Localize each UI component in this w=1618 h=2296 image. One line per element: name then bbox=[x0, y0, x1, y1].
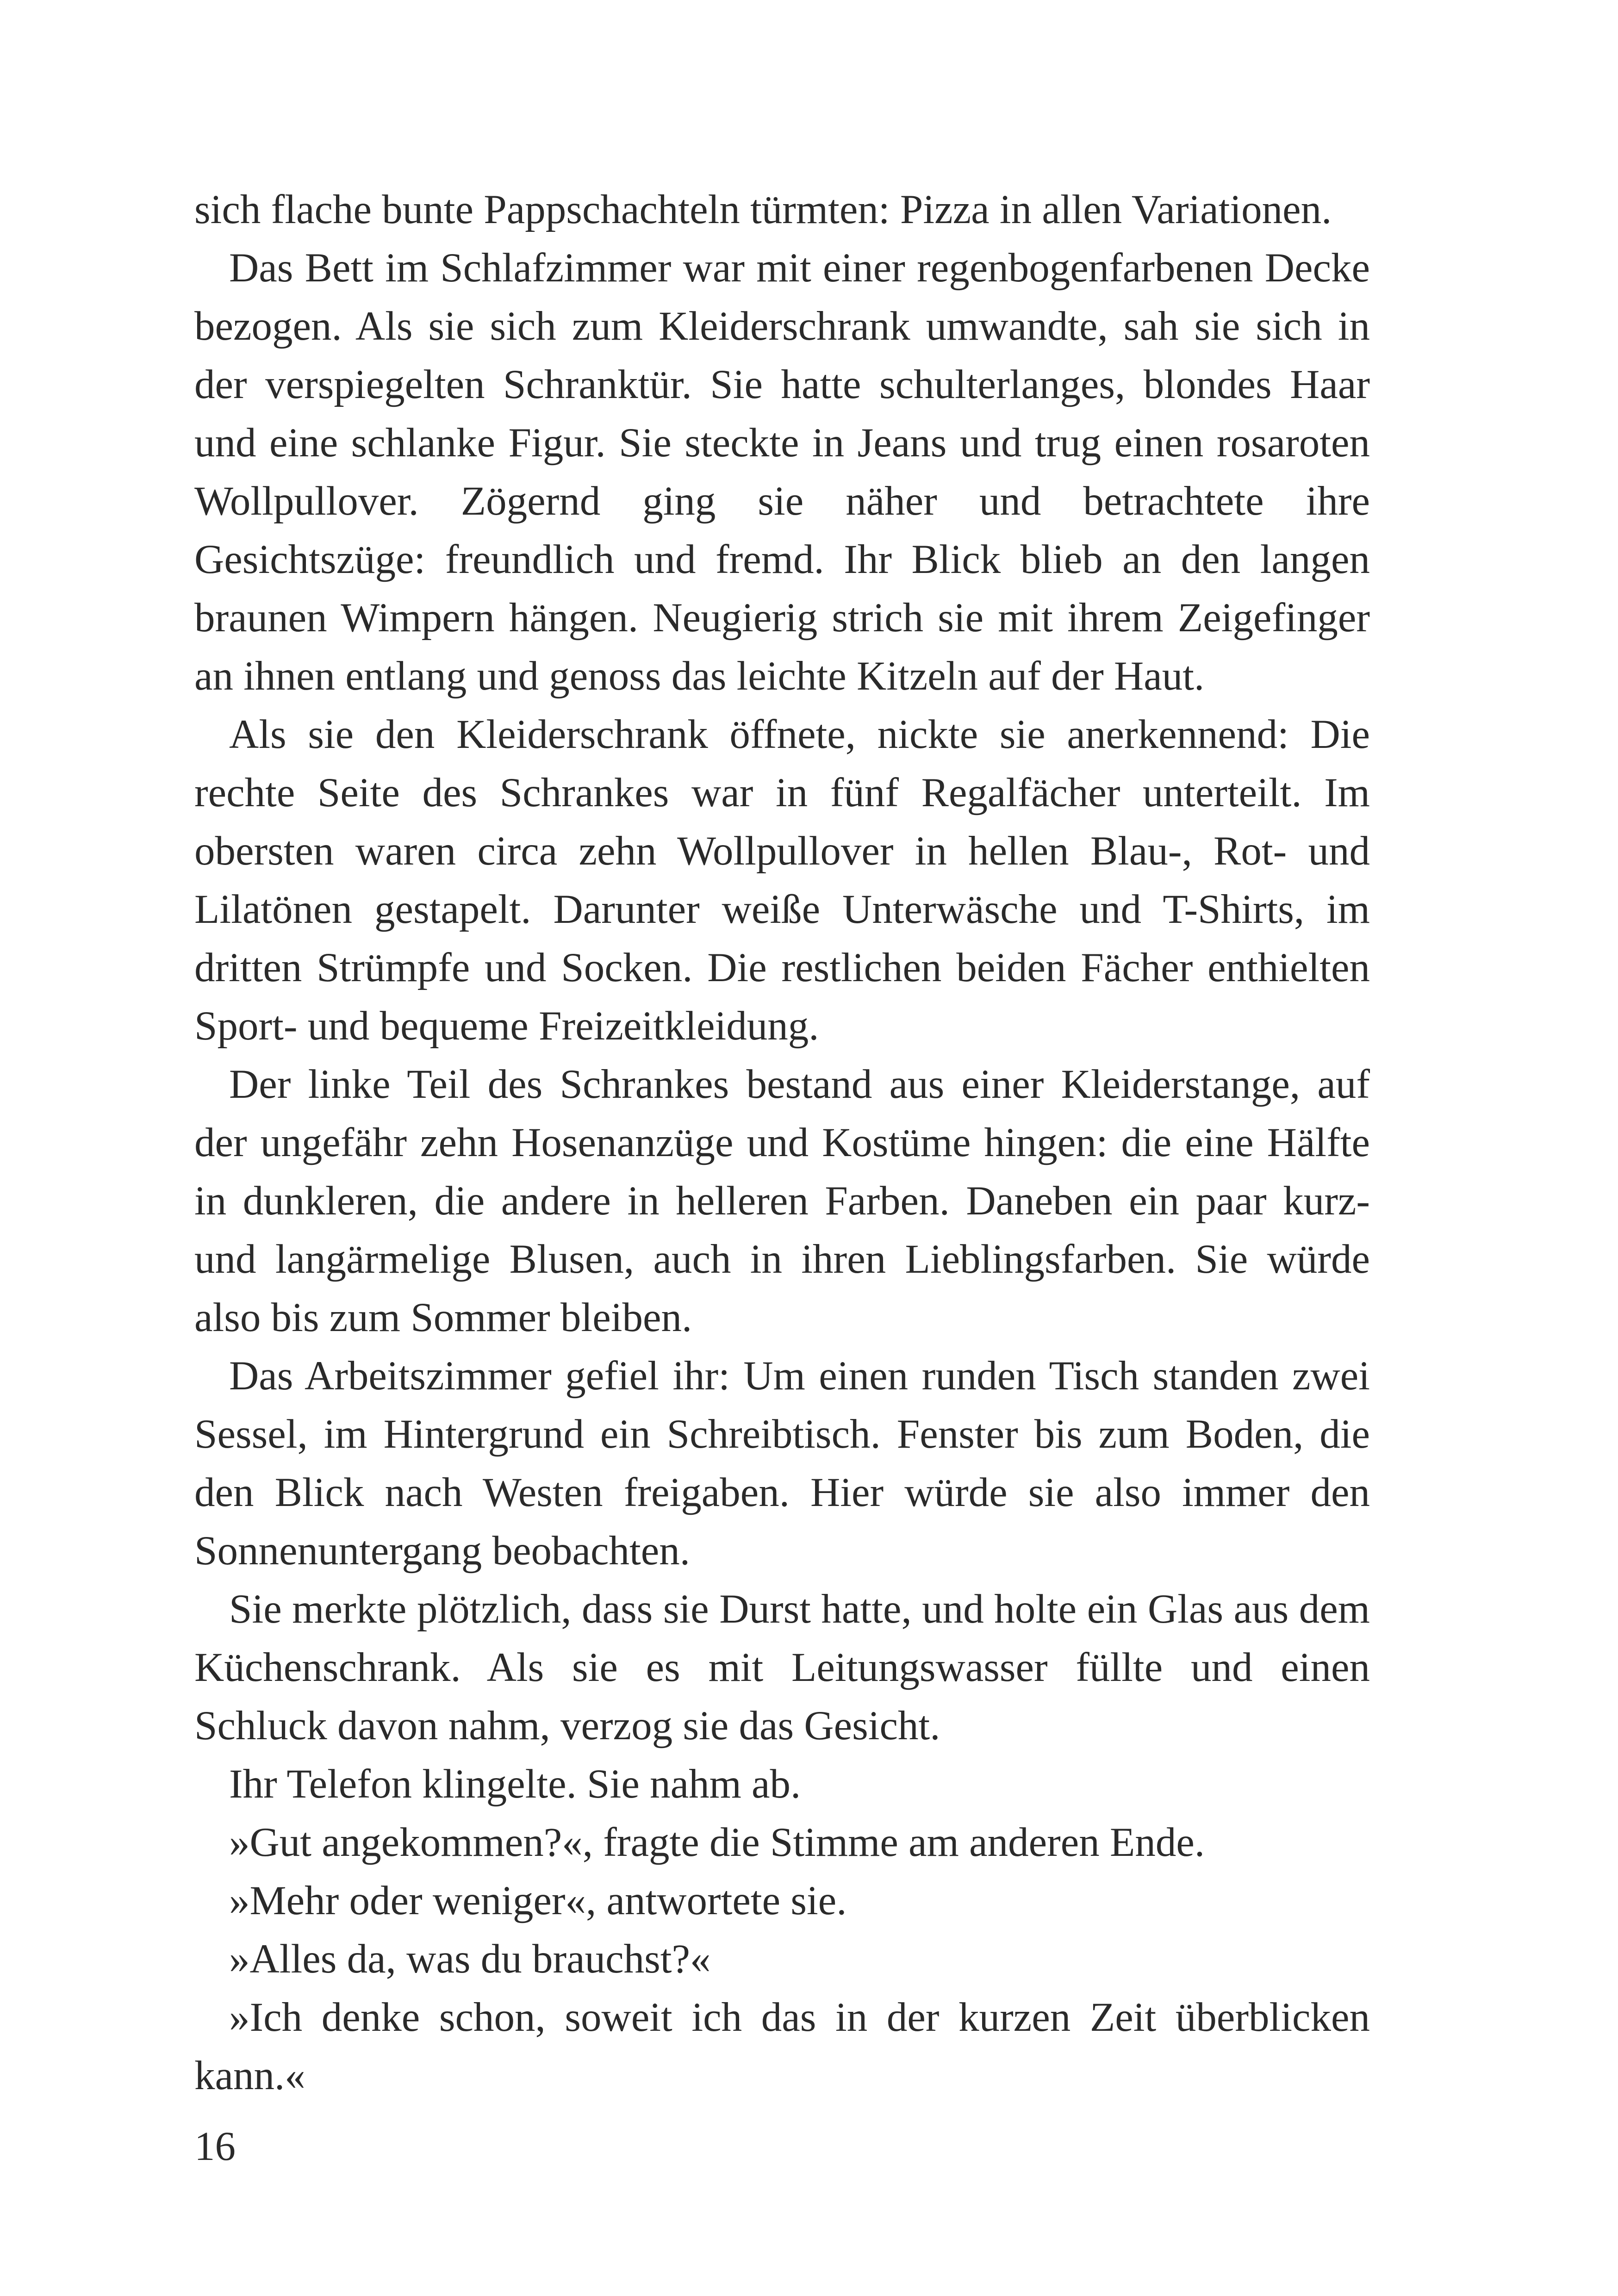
paragraph-phone: Ihr Telefon klingelte. Sie nahm ab. bbox=[229, 1761, 801, 1807]
paragraph-continuation: sich flache bunte Pappschachteln türmten: Pizza in allen Variationen. bbox=[194, 187, 1332, 232]
dialogue-line: »Ich denke schon, soweit ich das in der kurzen Zeit überblicken kann.« bbox=[194, 1995, 1370, 2098]
paragraph-thirst: Sie merkte plötzlich, dass sie Durst hatte, und holte ein Glas aus dem Küchenschrank. Als sie es mit Leitungswasser füllte und einen Schluck davon nahm, verzog sie das Gesicht. bbox=[194, 1587, 1370, 1748]
paragraph-bedroom: Das Bett im Schlafzimmer war mit einer regenbogenfarbenen Decke bezogen. Als sie sich zum Kleiderschrank umwandte, sah sie sich in der verspiegelten Schranktür. Sie hatte schulterlanges, blondes Haar und eine schlanke Figur. Sie steckte in Jeans und trug einen rosaroten Wollpullover. Zögernd ging sie näher und betrachtete ihre Gesichtszüge: freundlich und fremd. Ihr Blick blieb an den langen braunen Wimpern hängen. Neugierig strich sie mit ihrem Zeigefinger an ihnen entlang und genoss das leichte Kitzeln auf der Haut. bbox=[194, 245, 1370, 699]
paragraph-wardrobe-right: Als sie den Kleiderschrank öffnete, nickte sie anerkennend: Die rechte Seite des Schrankes war in fünf Regalfächer unterteilt. Im obersten waren circa zehn Wollpullover in hellen Blau-, Rot- und Lilatönen gestapelt. Darunter weiße Unterwäsche und T-Shirts, im dritten Strümpfe und Socken. Die restlichen beiden Fächer enthielten Sport- und bequeme Freizeitkleidung. bbox=[194, 712, 1370, 1049]
body-text bbox=[194, 180, 1370, 2105]
paragraph-wardrobe-left: Der linke Teil des Schrankes bestand aus einer Kleiderstange, auf der ungefähr zehn Hosenanzüge und Kostüme hingen: die eine Hälfte in dunkleren, die andere in helleren Farben. Daneben ein paar kurz- und langärmelige Blusen, auch in ihren Lieblingsfarben. Sie würde also bis zum Sommer bleiben. bbox=[194, 1062, 1370, 1340]
page-number: 16 bbox=[194, 2124, 236, 2169]
paragraph-study: Das Arbeitszimmer gefiel ihr: Um einen runden Tisch standen zwei Sessel, im Hintergrund ein Schreibtisch. Fenster bis zum Boden, die den Blick nach Westen freigaben. Hier würde sie also immer den Sonnenuntergang beobachten. bbox=[194, 1353, 1370, 1574]
dialogue-line: »Alles da, was du brauchst?« bbox=[229, 1936, 711, 1982]
dialogue-line: »Mehr oder weniger«, antwortete sie. bbox=[229, 1878, 847, 1923]
dialogue-line: »Gut angekommen?«, fragte die Stimme am anderen Ende. bbox=[229, 1820, 1205, 1865]
